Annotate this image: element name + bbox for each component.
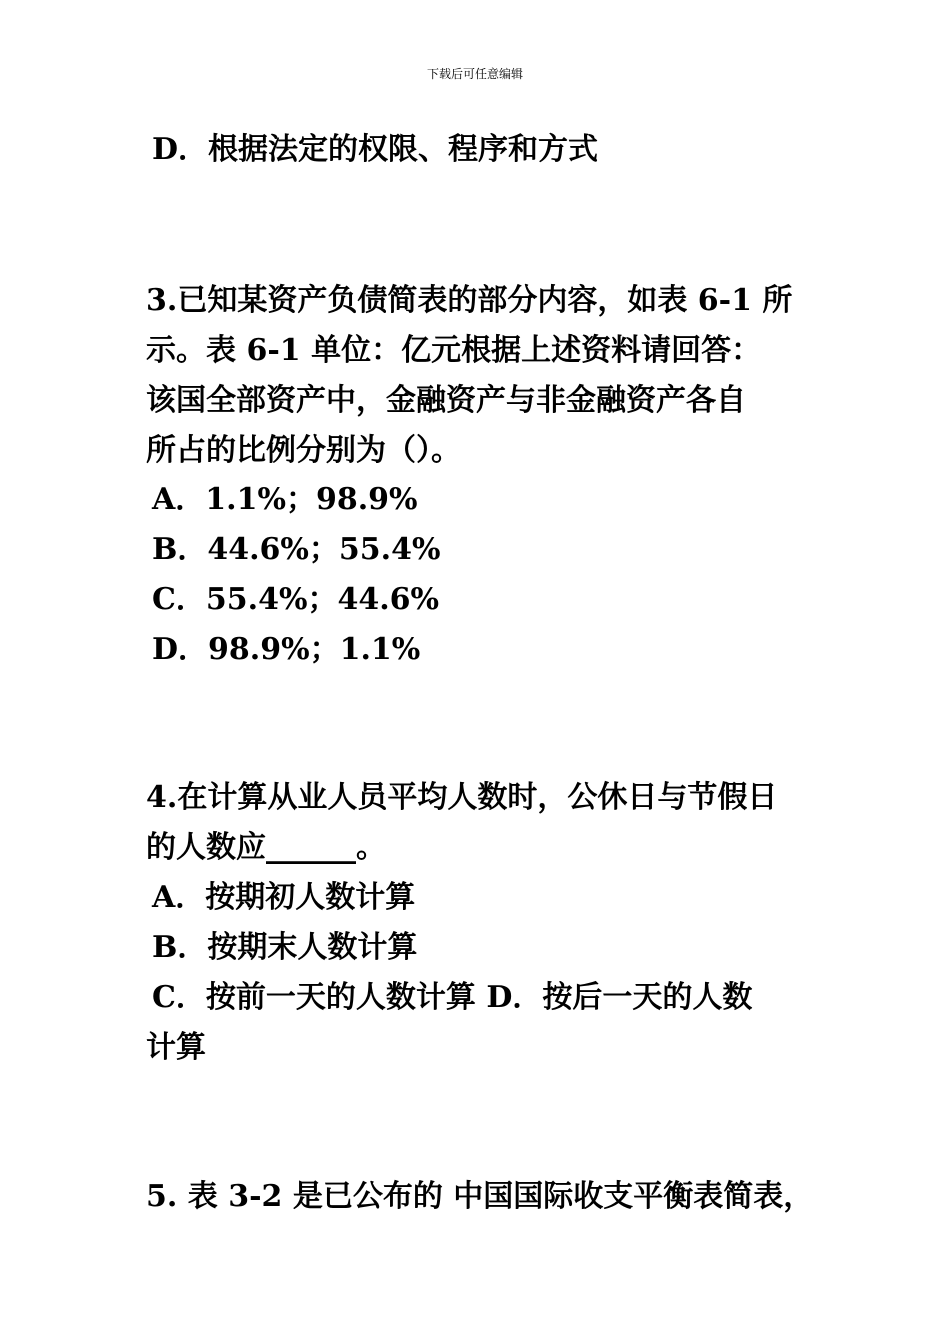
question-4-options-continued: 计算	[146, 1030, 206, 1065]
question-3-text-line-3: 该国全部资产中，金融资产与非金融资产各自	[146, 383, 746, 418]
question-2-option-d: D．根据法定的权限、程序和方式	[152, 132, 599, 167]
question-4-text-line-1: 4.在计算从业人员平均人数时，公休日与节假日	[146, 780, 778, 815]
question-4-option-a: A．按期初人数计算	[152, 880, 416, 915]
question-4-options-c-d: C．按前一天的人数计算 D．按后一天的人数	[152, 980, 753, 1015]
page-header-note: 下载后可任意编辑	[426, 67, 523, 81]
question-5-text-line-1: 5. 表 3-2 是已公布的 中国国际收支平衡表简表，	[146, 1179, 814, 1214]
question-4-text-line-2: 的人数应______。	[146, 830, 386, 865]
question-3-option-a: A．1.1%；98.9%	[152, 482, 418, 517]
question-3-option-b: B．44.6%；55.4%	[152, 532, 441, 567]
question-3-text-line-4: 所占的比例分别为（）。	[146, 433, 461, 468]
question-3-option-c: C．55.4%；44.6%	[152, 582, 440, 617]
question-4-option-b: B．按期末人数计算	[152, 930, 418, 965]
question-3-option-d: D．98.9%；1.1%	[152, 632, 421, 667]
question-3-text-line-1: 3.已知某资产负债简表的部分内容，如表 6-1 所	[146, 283, 793, 318]
question-3-text-line-2: 示。表 6-1 单位：亿元根据上述资料请回答：	[146, 333, 762, 368]
